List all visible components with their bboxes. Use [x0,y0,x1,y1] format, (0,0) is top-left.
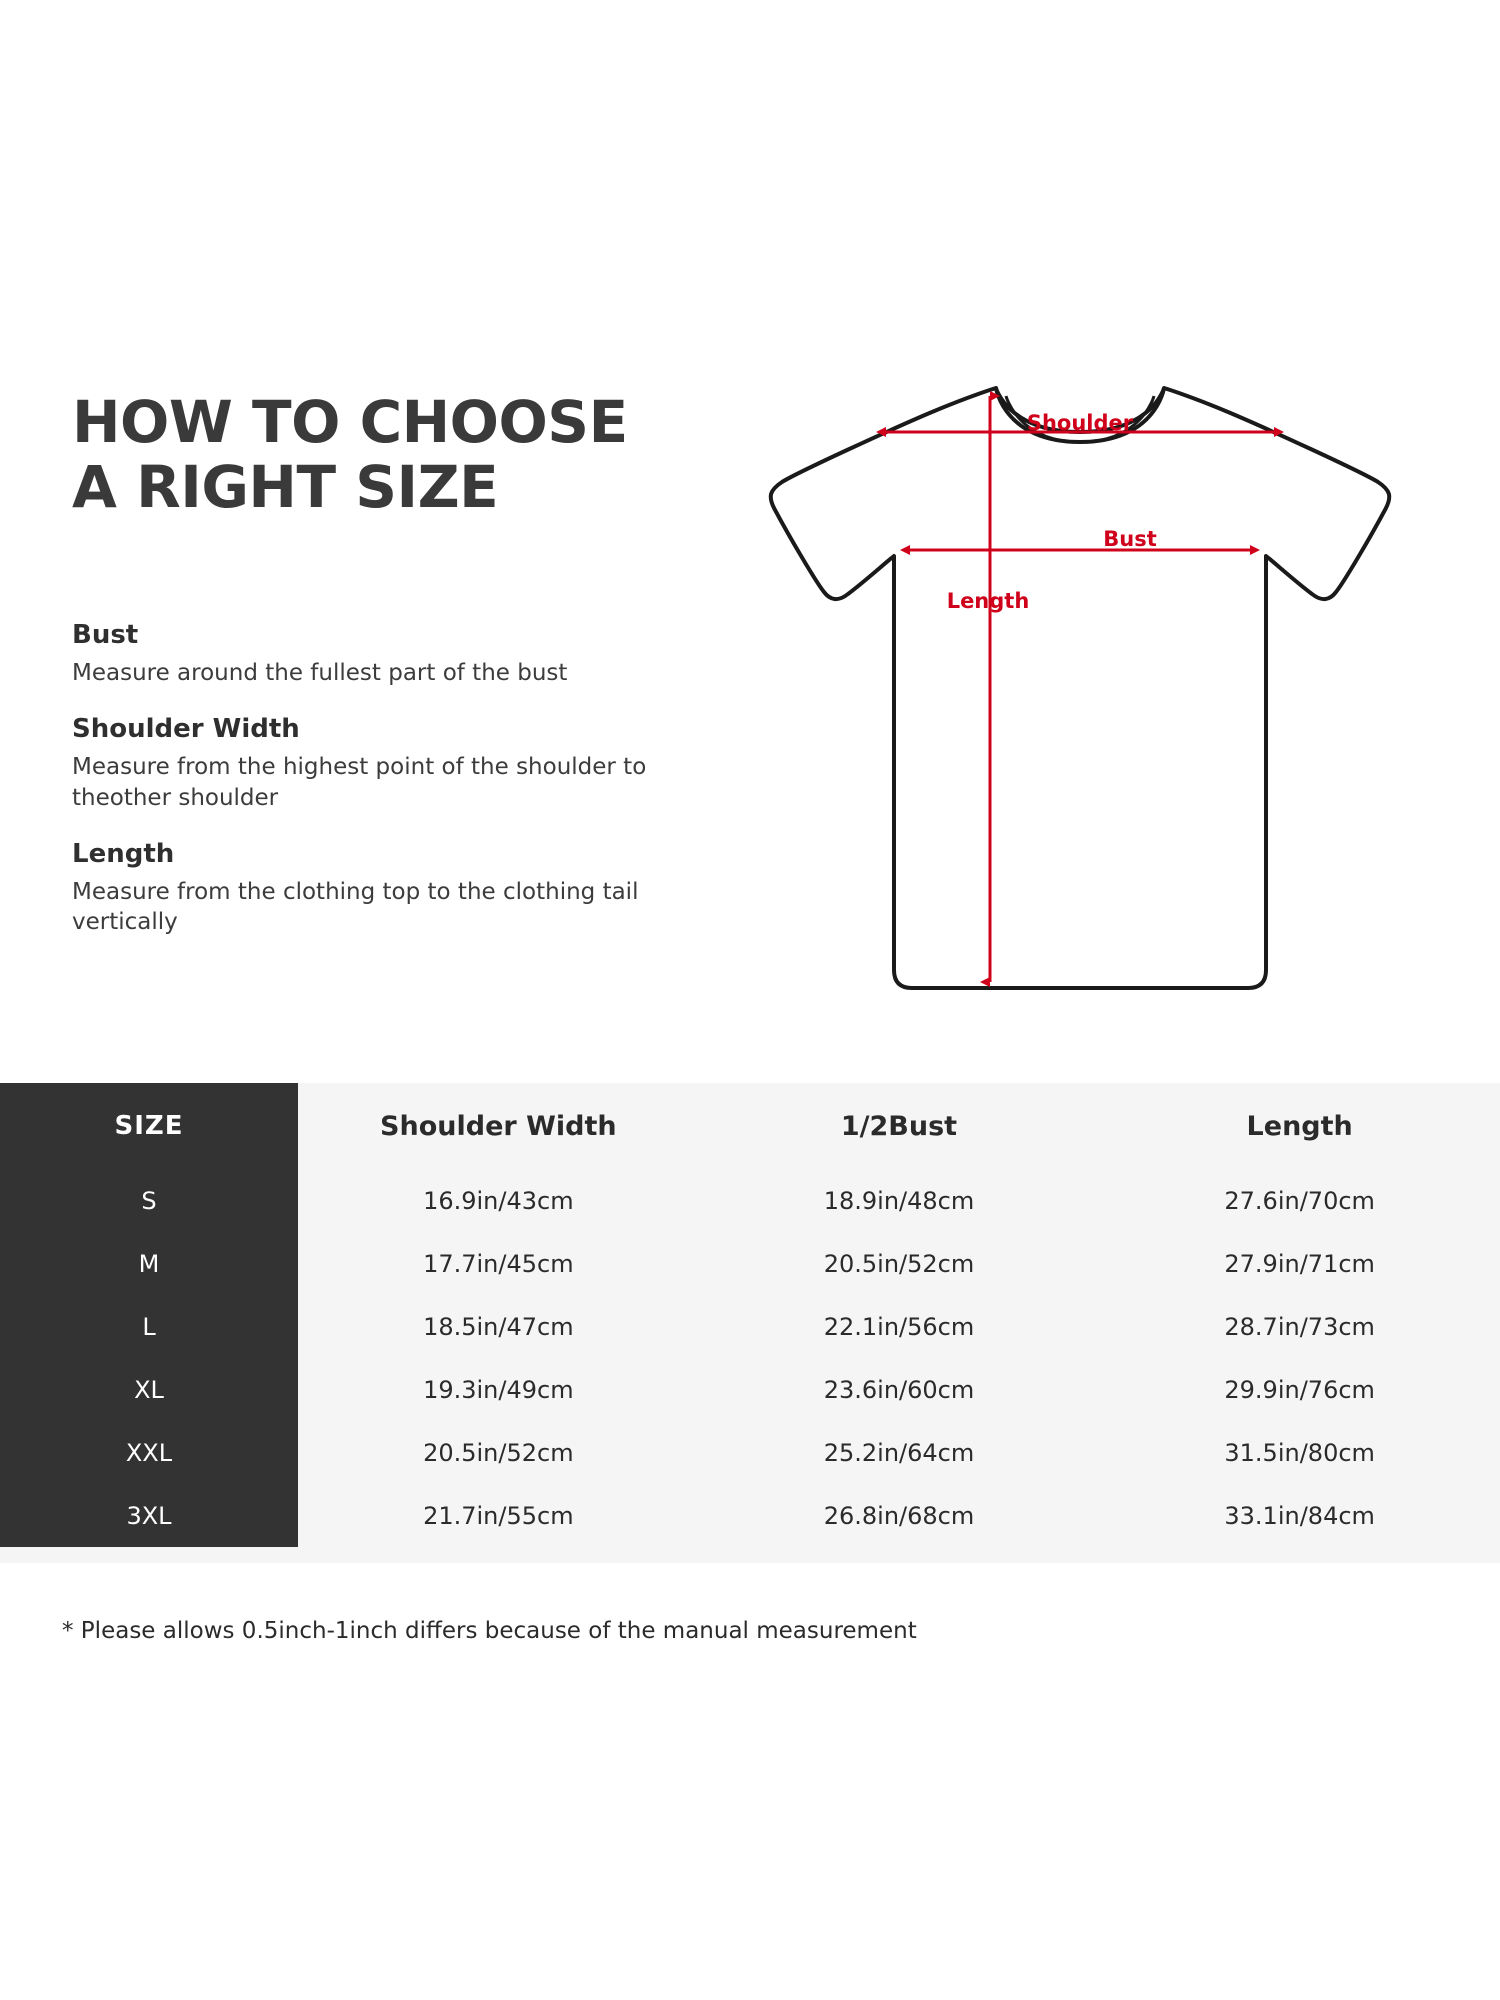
size-table-head [0,1083,1500,1169]
table-row [0,1232,1500,1295]
cell-bust: 23.6in/60cm [699,1358,1100,1421]
cell-bust: 18.9in/48cm [699,1169,1100,1232]
header-length: Length [1099,1083,1500,1169]
page-title-line-2: A RIGHT SIZE [72,452,499,521]
definition-shoulder-width-term: Shoulder Width [72,714,300,745]
header-half-bust: 1/2Bust [699,1083,1100,1169]
definition-bust [72,620,692,688]
cell-length: 29.9in/76cm [1099,1358,1500,1421]
cell-shoulder: 21.7in/55cm [298,1484,699,1547]
header-shoulder-width: Shoulder Width [298,1083,699,1169]
definition-shoulder-width-desc: Measure from the highest point of the shoulder to theother shoulder [72,754,647,811]
definition-length-desc: Measure from the clothing top to the clothing tail vertically [72,879,639,936]
header-size: SIZE [0,1083,298,1169]
cell-size: XXL [0,1421,298,1484]
tshirt-body-outline [771,388,1390,988]
cell-shoulder: 17.7in/45cm [298,1232,699,1295]
definition-shoulder-width [72,714,692,813]
cell-length: 33.1in/84cm [1099,1484,1500,1547]
cell-shoulder: 16.9in/43cm [298,1169,699,1232]
definition-length-term: Length [72,839,175,870]
size-table [0,1083,1500,1547]
cell-shoulder: 18.5in/47cm [298,1295,699,1358]
table-row [0,1421,1500,1484]
definition-length [72,839,692,938]
size-table-body [0,1169,1500,1547]
cell-length: 31.5in/80cm [1099,1421,1500,1484]
page-title-line-1: HOW TO CHOOSE [72,388,628,456]
cell-bust: 26.8in/68cm [699,1484,1100,1547]
cell-bust: 20.5in/52cm [699,1232,1100,1295]
page-title [72,390,712,520]
cell-bust: 22.1in/56cm [699,1295,1100,1358]
tshirt-diagram [760,370,1400,1020]
table-row [0,1484,1500,1547]
length-label: Length [946,589,1030,613]
size-table-container [0,1083,1500,1563]
definition-bust-desc: Measure around the fullest part of the bust [72,660,568,686]
table-header-row [0,1083,1500,1169]
cell-length: 28.7in/73cm [1099,1295,1500,1358]
table-row [0,1169,1500,1232]
cell-size: M [0,1232,298,1295]
measurement-definitions [72,620,692,964]
shoulder-label: Shoulder [1026,411,1134,435]
measurement-note: * Please allows 0.5inch-1inch differs because of the manual measurement [62,1618,917,1644]
bust-label: Bust [1103,527,1157,551]
cell-bust: 25.2in/64cm [699,1421,1100,1484]
cell-shoulder: 20.5in/52cm [298,1421,699,1484]
cell-size: 3XL [0,1484,298,1547]
cell-length: 27.6in/70cm [1099,1169,1500,1232]
cell-length: 27.9in/71cm [1099,1232,1500,1295]
cell-size: S [0,1169,298,1232]
table-row [0,1295,1500,1358]
cell-shoulder: 19.3in/49cm [298,1358,699,1421]
cell-size: XL [0,1358,298,1421]
definition-bust-term: Bust [72,620,139,650]
cell-size: L [0,1295,298,1358]
table-row [0,1358,1500,1421]
